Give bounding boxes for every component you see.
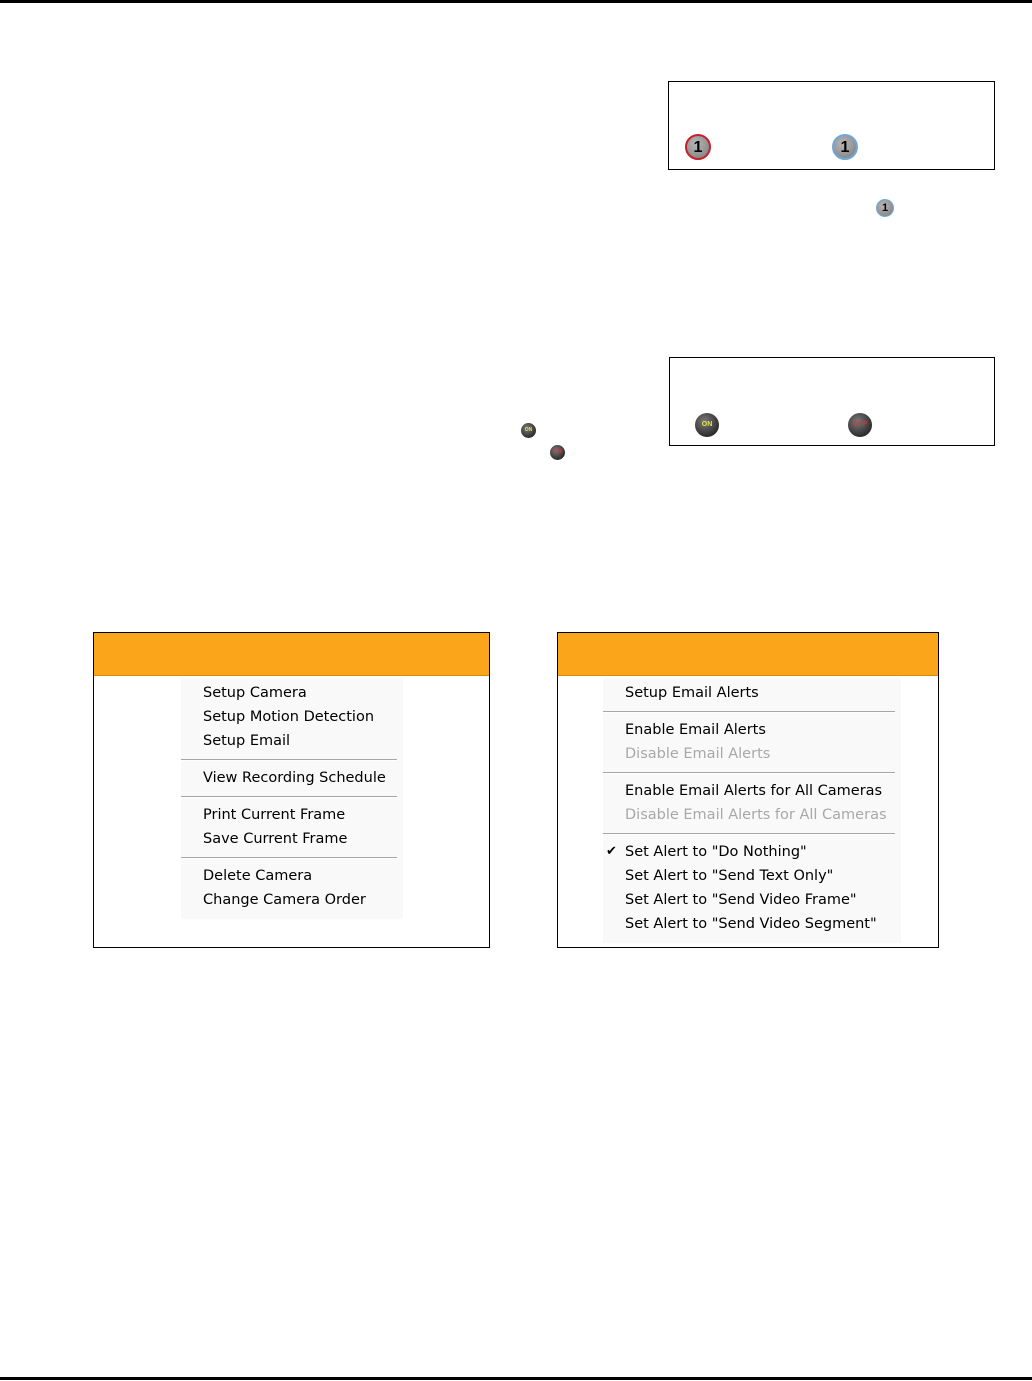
- menu-item-setup-camera[interactable]: Setup Camera: [203, 685, 307, 701]
- menu-item-view-recording-schedule[interactable]: View Recording Schedule: [203, 770, 386, 786]
- camera-status-icon-box: [668, 81, 995, 170]
- menu-item-alert-send-video-frame[interactable]: Set Alert to "Send Video Frame": [625, 892, 857, 908]
- menu-item-save-current-frame[interactable]: Save Current Frame: [203, 831, 348, 847]
- camera-context-menu: [181, 679, 403, 919]
- menu-separator: [181, 790, 403, 803]
- menu-item-alert-send-video-segment[interactable]: Set Alert to "Send Video Segment": [625, 916, 877, 932]
- menu-separator: [603, 766, 901, 779]
- power-off-inline-icon: OFF: [550, 445, 565, 460]
- menu-item-label: Set Alert to "Do Nothing": [625, 844, 807, 860]
- camera-badge-inline-icon: 1: [876, 199, 894, 217]
- menu-item-setup-email-alerts[interactable]: Setup Email Alerts: [625, 685, 759, 701]
- menu-item-disable-email-alerts-all-cameras: Disable Email Alerts for All Cameras: [625, 807, 887, 823]
- menu-item-enable-email-alerts[interactable]: Enable Email Alerts: [625, 722, 766, 738]
- menu-item-disable-email-alerts: Disable Email Alerts: [625, 746, 771, 762]
- menu-item-enable-email-alerts-all-cameras[interactable]: Enable Email Alerts for All Cameras: [625, 783, 883, 799]
- menu-separator: [181, 753, 403, 766]
- menu-item-change-camera-order[interactable]: Change Camera Order: [203, 892, 366, 908]
- menu-item-print-current-frame[interactable]: Print Current Frame: [203, 807, 346, 823]
- camera-normal-badge-icon: 1: [832, 134, 858, 160]
- camera-menu-panel: [93, 632, 490, 948]
- menu-item-delete-camera[interactable]: Delete Camera: [203, 868, 313, 884]
- power-off-icon: OFF: [848, 413, 872, 437]
- email-menu-panel: [557, 632, 939, 948]
- menu-separator: [603, 827, 901, 840]
- menu-separator: [603, 705, 901, 718]
- camera-alert-badge-icon: 1: [685, 134, 711, 160]
- menu-separator: [181, 851, 403, 864]
- email-context-menu: [603, 679, 901, 943]
- power-icon-box: [669, 357, 995, 446]
- bottom-rule: [0, 1377, 1032, 1380]
- menu-item-alert-send-text-only[interactable]: Set Alert to "Send Text Only": [625, 868, 834, 884]
- menu-item-setup-email[interactable]: Setup Email: [203, 733, 291, 749]
- top-rule: [0, 0, 1032, 3]
- power-on-icon: ON: [695, 413, 719, 437]
- menu-header-bar: [94, 633, 489, 676]
- menu-item-setup-motion-detection[interactable]: Setup Motion Detection: [203, 709, 375, 725]
- menu-header-bar: [558, 633, 938, 676]
- power-on-inline-icon: ON: [521, 423, 536, 438]
- checkmark-icon: ✔: [606, 844, 617, 859]
- menu-item-alert-do-nothing[interactable]: [603, 840, 901, 864]
